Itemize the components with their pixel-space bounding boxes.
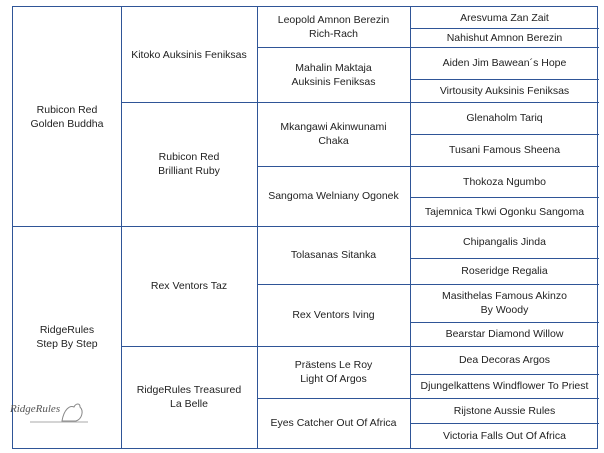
gen1-dam: RidgeRules Step By Step [36, 324, 98, 350]
gen3-cell: Prästens Le Roy Light Of Argos [294, 359, 373, 385]
gen3-cell: Tolasanas Sitanka [290, 249, 377, 261]
gen4-cell: Dea Decoras Argos [458, 354, 551, 366]
gen3-cell: Mahalin Maktaja Auksinis Feniksas [291, 61, 376, 88]
gen4-cell: Victoria Falls Out Of Africa [443, 429, 566, 442]
gen2-cell: Kitoko Auksinis Feniksas [131, 48, 247, 61]
gen3-cell: Sangoma Welniany Ogonek [268, 190, 399, 202]
gen4-cell: Aresvuma Zan Zait [460, 11, 549, 24]
gen3-cell: Eyes Catcher Out Of Africa [270, 417, 397, 429]
pedigree-table [12, 6, 598, 449]
gen4-cell: Djungelkattens Windflower To Priest [420, 380, 589, 392]
gen4-cell: Thokoza Ngumbo [463, 175, 546, 188]
gen4-cell: Chipangalis Jinda [463, 236, 546, 248]
logo-text: RidgeRules [10, 403, 61, 415]
gen3-cell: Mkangawi Akinwunami Chaka [280, 121, 387, 147]
gen4-cell: Tajemnica Tkwi Ogonku Sangoma [424, 205, 585, 218]
gen1-sire: Rubicon Red Golden Buddha [30, 103, 104, 130]
gen4-cell: Glenaholm Tariq [466, 112, 543, 124]
gen3-cell: Rex Ventors Iving [292, 309, 375, 321]
gen4-cell: Aiden Jim Bawean´s Hope [442, 57, 567, 69]
gen3-cell: Leopold Amnon Berezin Rich-Rach [277, 14, 390, 40]
ridgerules-logo [10, 397, 90, 425]
gen4-cell: Bearstar Diamond Willow [445, 328, 564, 340]
gen4-cell: Nahishut Amnon Berezin [446, 31, 563, 44]
gen4-cell: Tusani Famous Sheena [448, 144, 561, 156]
gen4-cell: Roseridge Regalia [461, 265, 548, 277]
cat-silhouette-icon [10, 397, 90, 425]
gen2-cell: Rex Ventors Taz [150, 280, 228, 292]
gen4-cell: Masithelas Famous Akinzo By Woody [442, 290, 567, 316]
gen2-cell: Rubicon Red Brilliant Ruby [158, 151, 220, 177]
gen4-cell: Virtousity Auksinis Feniksas [439, 84, 570, 97]
gen2-cell: RidgeRules Treasured La Belle [136, 384, 242, 410]
gen4-cell: Rijstone Aussie Rules [453, 404, 556, 417]
